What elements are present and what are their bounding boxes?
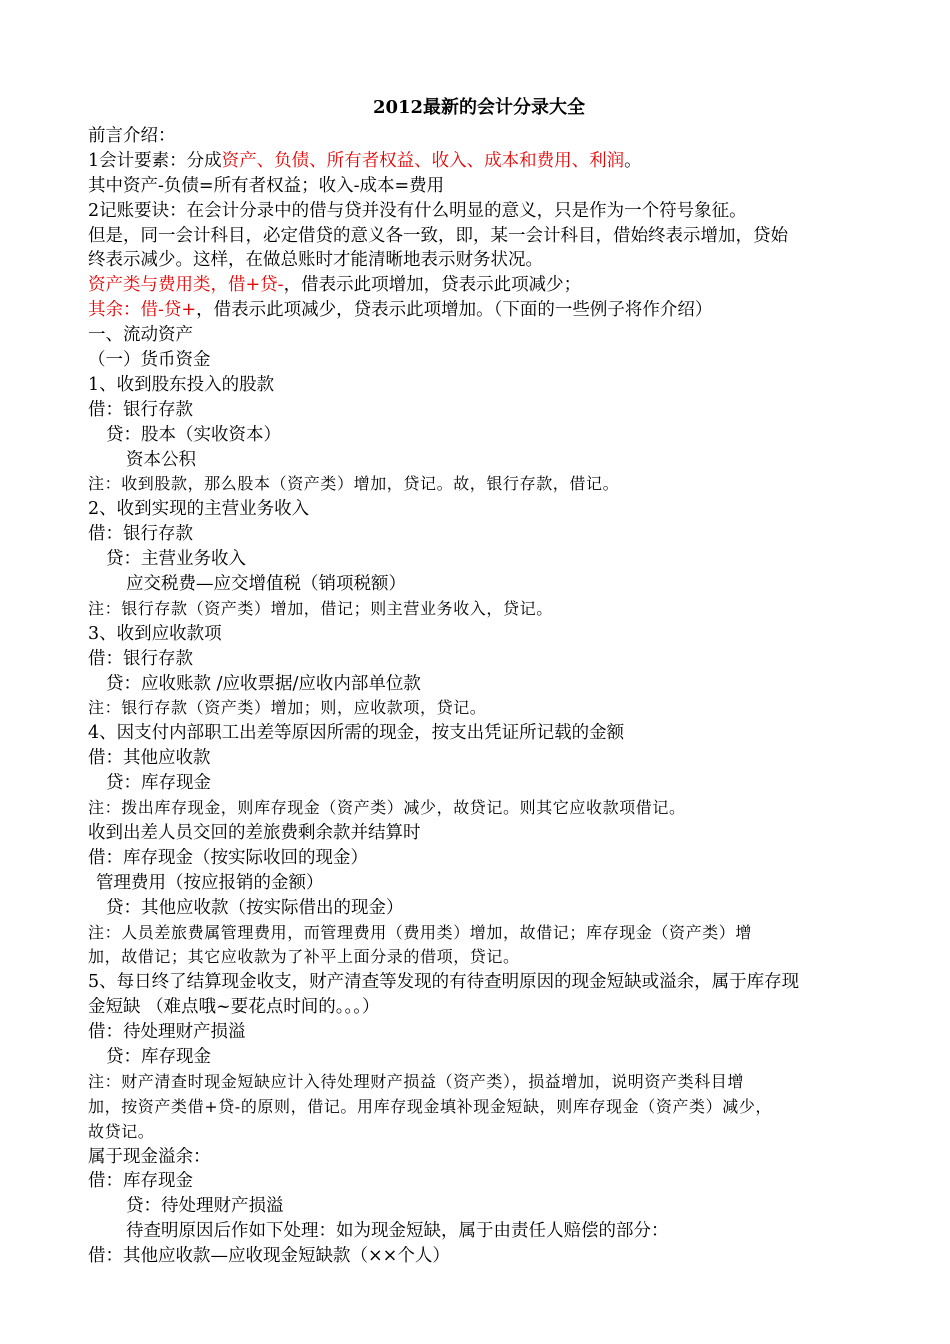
subsection-heading: （一）货币资金 (88, 350, 211, 371)
note-line: 注：拨出库存现金，则库存现金（资产类）减少，故贷记。则其它应收款项借记。 (88, 798, 686, 818)
debit-line: 借：其他应收款—应收现金短缺款（××个人） (88, 1246, 450, 1267)
text-line: 其中资产-负债=所有者权益；收入-成本=费用 (88, 175, 445, 196)
debit-line: 借：银行存款 (88, 399, 193, 420)
debit-line: 管理费用（按应报销的金额） (96, 872, 324, 893)
debit-line: 借：其他应收款 (88, 748, 211, 769)
note-line: 故贷记。 (88, 1121, 155, 1141)
text-line: 金短缺 （难点哦~要花点时间的。。。） (88, 997, 380, 1018)
section-heading: 一、流动资产 (88, 325, 193, 346)
note-line: 加，按资产类借+贷-的原则，借记。用库存现金填补现金短缺，则库存现金（资产类）减少， (88, 1096, 773, 1116)
debit-line: 借：银行存款 (88, 648, 193, 669)
text-line: 但是，同一会计科目，必定借贷的意义各一致，即，某一会计科目，借始终表示增加，贷始 (88, 225, 788, 246)
credit-line: 贷：其他应收款（按实际借出的现金） (106, 897, 404, 918)
text-span: ，借表示此项增加，贷表示此项减少； (283, 275, 582, 296)
entry-heading: 1、收到股东投入的股款 (88, 374, 275, 395)
credit-line: 贷：主营业务收入 (106, 549, 246, 570)
document-title: 2012最新的会计分录大全 (372, 97, 586, 118)
credit-line: 贷：待处理财产损溢 (126, 1196, 284, 1217)
text-line (88, 149, 870, 174)
note-line: 注：银行存款（资产类）增加，借记；则主营业务收入，贷记。 (88, 598, 553, 618)
credit-line: 应交税费—应交增值税（销项税额） (126, 574, 406, 595)
entry-heading: 5、每日终了结算现金收支，财产清查等发现的有待查明原因的现金短缺或溢余，属于库存现 (88, 972, 800, 993)
credit-line: 贷：库存现金 (106, 773, 211, 794)
note-line: 注：银行存款（资产类）增加；则，应收款项，贷记。 (88, 698, 487, 718)
note-line: 注：财产清查时现金短缺应计入待处理财产损益（资产类），损益增加，说明资产类科目增 (88, 1071, 745, 1091)
text-line (88, 273, 870, 298)
note-line: 加，故借记；其它应收款为了补平上面分录的借项，贷记。 (88, 947, 520, 967)
credit-line: 资本公积 (126, 449, 196, 470)
highlighted-text: 资产类与费用类，借+贷- (88, 275, 284, 296)
text-line: 收到出差人员交回的差旅费剩余款并结算时 (88, 822, 421, 843)
text-line: 2记账要诀：在会计分录中的借与贷并没有什么明显的意义，只是作为一个符号象征。 (88, 200, 747, 221)
text-span: ，借表示此项减少，贷表示此项增加。（下面的一些例子将作介绍） (196, 300, 713, 321)
text-line: 属于现金溢余： (88, 1146, 211, 1167)
debit-line: 借：银行存款 (88, 524, 193, 545)
text-line: 待查明原因后作如下处理：如为现金短缺，属于由责任人赔偿的部分： (126, 1221, 669, 1242)
entry-heading: 3、收到应收款项 (88, 623, 222, 644)
debit-line: 借：库存现金（按实际收回的现金） (88, 847, 368, 868)
debit-line: 借：库存现金 (88, 1171, 193, 1192)
text-span: 1会计要素：分成 (88, 150, 222, 171)
text-line (88, 298, 870, 323)
note-line: 注：收到股款，那么股本（资产类）增加，贷记。故，银行存款，借记。 (88, 474, 620, 494)
text-line: 前言介绍： (88, 126, 176, 146)
credit-line: 贷：应收账款 /应收票据/应收内部单位款 (106, 673, 421, 694)
entry-heading: 4、因支付内部职工出差等原因所需的现金，按支出凭证所记载的金额 (88, 723, 625, 744)
text-span: 。 (624, 150, 642, 171)
debit-line: 借：待处理财产损溢 (88, 1022, 246, 1043)
highlighted-text: 其余：借-贷+ (88, 300, 197, 321)
entry-heading: 2、收到实现的主营业务收入 (88, 499, 310, 520)
highlighted-text: 资产、负债、所有者权益、收入、成本和费用、利润 (221, 150, 625, 171)
text-line: 终表示减少。这样，在做总账时才能清晰地表示财务状况。 (88, 250, 543, 271)
note-line: 注：人员差旅费属管理费用，而管理费用（费用类）增加，故借记；库存现金（资产类）增 (88, 922, 753, 942)
credit-line: 贷：库存现金 (106, 1046, 211, 1067)
credit-line: 贷：股本（实收资本） (106, 424, 281, 445)
